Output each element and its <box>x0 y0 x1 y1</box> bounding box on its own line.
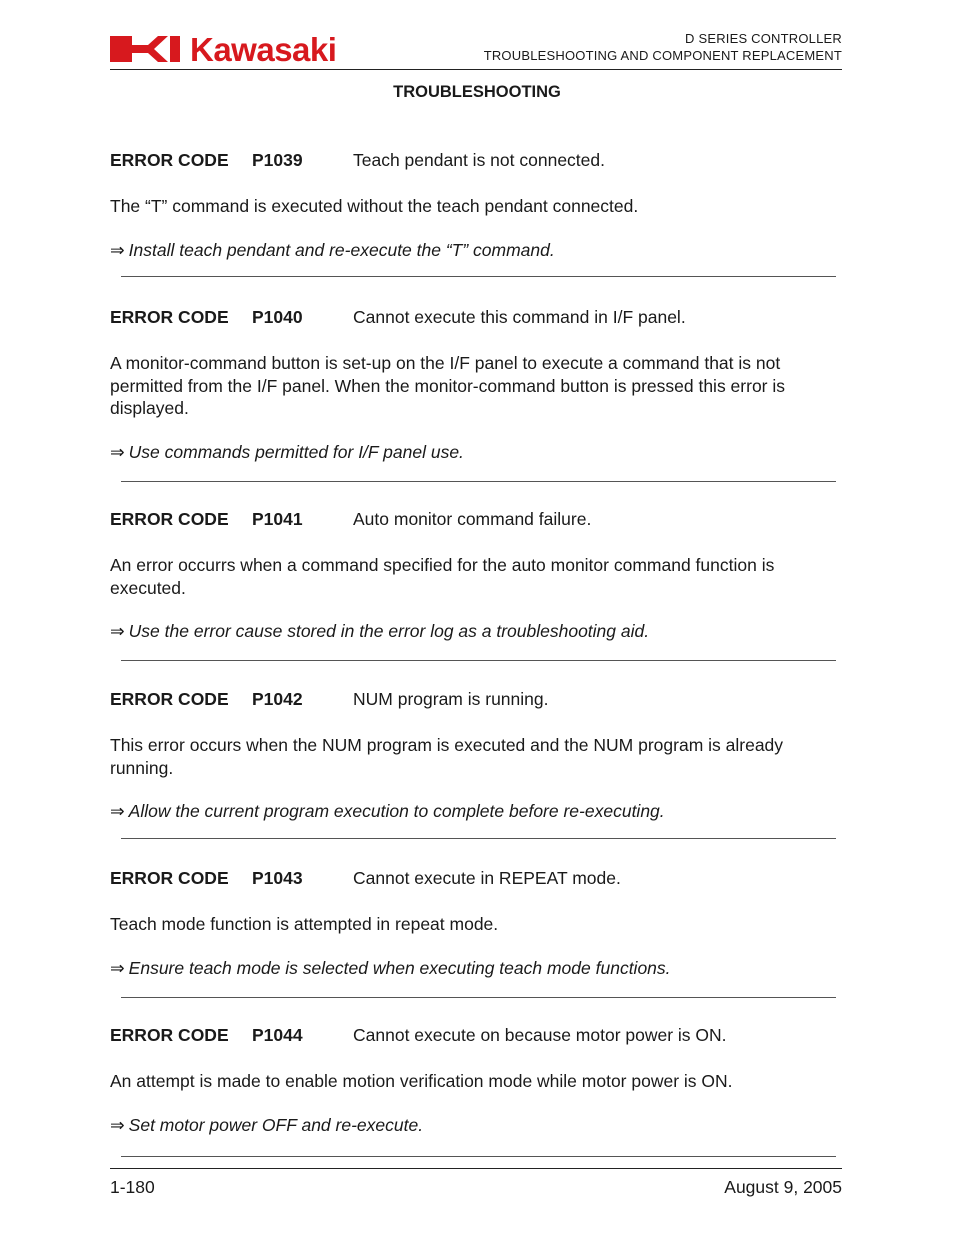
action-text: Use the error cause stored in the error log as a troubleshooting aid. <box>128 621 650 641</box>
error-label: ERROR CODE <box>110 1025 229 1045</box>
arrow-icon: ⇒ <box>110 240 125 260</box>
error-title: Cannot execute this command in I/F panel. <box>353 307 686 327</box>
header-line-1: D SERIES CONTROLLER <box>685 31 842 46</box>
error-action <box>110 240 555 261</box>
error-code: P1044 <box>252 1025 303 1045</box>
action-text: Use commands permitted for I/F panel use. <box>128 442 464 462</box>
error-title: Cannot execute on because motor power is ON. <box>353 1025 727 1045</box>
error-code: P1040 <box>252 307 303 327</box>
section-title: TROUBLESHOOTING <box>393 83 561 101</box>
error-description: An attempt is made to enable motion verification mode while motor power is ON. <box>110 1071 733 1091</box>
separator <box>121 276 836 277</box>
kawasaki-logo <box>110 34 390 64</box>
error-description: The “T” command is executed without the teach pendant connected. <box>110 196 639 216</box>
error-title: Cannot execute in REPEAT mode. <box>353 868 621 888</box>
separator <box>121 1156 836 1157</box>
error-code: P1043 <box>252 868 303 888</box>
error-action <box>110 958 671 979</box>
arrow-icon: ⇒ <box>110 1115 125 1135</box>
separator <box>121 838 836 839</box>
error-description: An error occurrs when a command specified for the auto monitor command function is executed. <box>110 555 775 598</box>
error-action <box>110 442 464 463</box>
error-label: ERROR CODE <box>110 150 229 170</box>
footer-rule <box>110 1168 842 1169</box>
error-action <box>110 1115 423 1136</box>
error-title: Teach pendant is not connected. <box>353 150 605 170</box>
action-text: Ensure teach mode is selected when executing teach mode functions. <box>128 958 671 978</box>
action-text: Install teach pendant and re-execute the “T” command. <box>128 240 555 260</box>
error-label: ERROR CODE <box>110 868 229 888</box>
error-title: Auto monitor command failure. <box>353 509 592 529</box>
header-line-2: TROUBLESHOOTING AND COMPONENT REPLACEMENT <box>483 48 842 63</box>
error-code: P1042 <box>252 689 303 709</box>
error-label: ERROR CODE <box>110 509 229 529</box>
arrow-icon: ⇒ <box>110 442 125 462</box>
separator <box>121 660 836 661</box>
error-label: ERROR CODE <box>110 307 229 327</box>
error-code: P1041 <box>252 509 303 529</box>
svg-text:Kawasaki: Kawasaki <box>190 34 337 64</box>
arrow-icon: ⇒ <box>110 801 125 821</box>
page-number: 1-180 <box>110 1177 155 1197</box>
error-action <box>110 801 665 822</box>
arrow-icon: ⇒ <box>110 621 125 641</box>
action-text: Allow the current program execution to complete before re-executing. <box>128 801 665 821</box>
error-description: Teach mode function is attempted in repeat mode. <box>110 914 499 934</box>
separator <box>121 997 836 998</box>
separator <box>121 481 836 482</box>
footer-date: August 9, 2005 <box>724 1177 842 1197</box>
error-description: This error occurs when the NUM program is executed and the NUM program is already running. <box>110 735 784 778</box>
error-title: NUM program is running. <box>353 689 549 709</box>
error-code: P1039 <box>252 150 303 170</box>
action-text: Set motor power OFF and re-execute. <box>128 1115 424 1135</box>
error-action <box>110 621 649 642</box>
header-rule <box>110 69 842 70</box>
error-description: A monitor-command button is set-up on the I/F panel to execute a command that is not permitted from the I/F panel. When the monitor-command button is pressed this error is displayed. <box>110 353 786 418</box>
error-label: ERROR CODE <box>110 689 229 709</box>
arrow-icon: ⇒ <box>110 958 125 978</box>
